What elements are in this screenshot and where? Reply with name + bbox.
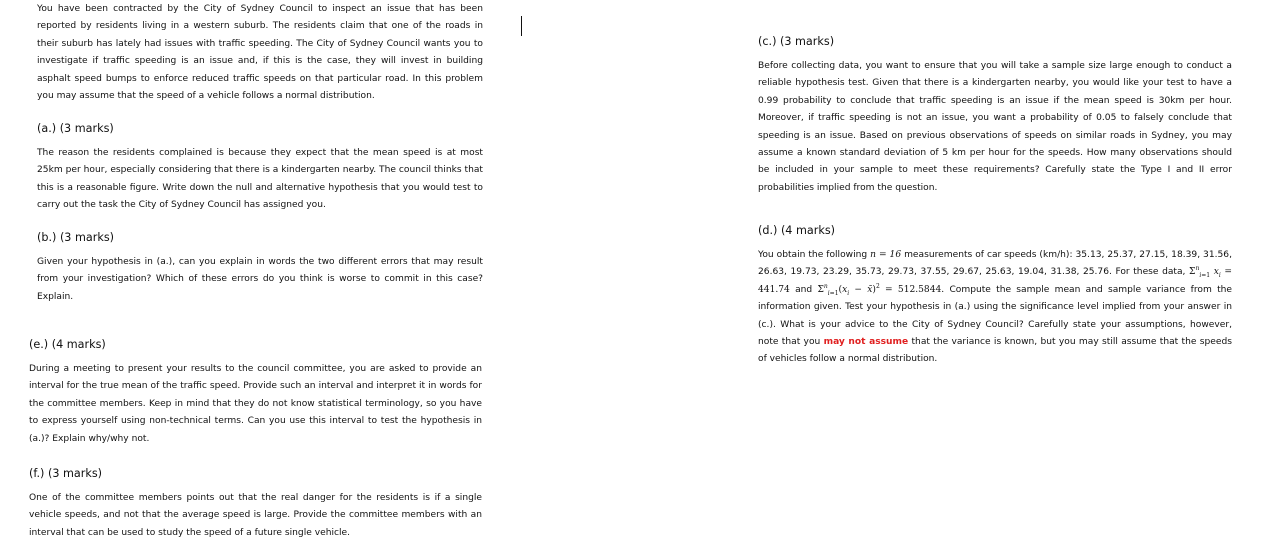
part-f-heading: (f.) (3 marks) bbox=[29, 467, 103, 480]
intro-block bbox=[37, 1, 483, 105]
text-cursor bbox=[521, 16, 522, 36]
part-d bbox=[758, 224, 1232, 369]
part-f bbox=[29, 467, 482, 542]
and-word: and bbox=[795, 284, 813, 295]
n-equation: n = 16 bbox=[870, 250, 902, 260]
part-e-heading: (e.) (4 marks) bbox=[29, 338, 106, 351]
sum-x-value: = 441.74 bbox=[758, 267, 1232, 295]
part-b-text: Given your hypothesis in (a.), can you explain in words the two different errors that may result from your investigation? Which of these errors do you think is worse to commit in this case? Explain. bbox=[37, 257, 483, 302]
part-e-text: During a meeting to present your results to the council committee, you are asked to provide an interval for the true mean of the traffic speed. Provide such an interval and interpret it in words for the committee members. Keep in mind that they do not know statistical terminology, so you have to express yourself using non-technical terms. Can you use this interval to test the hypothesis in (a.)? Explain why/why not. bbox=[29, 364, 482, 444]
part-c-heading: (c.) (3 marks) bbox=[758, 35, 835, 48]
part-e bbox=[29, 338, 482, 448]
part-a bbox=[37, 122, 483, 215]
intro-paragraph: You have been contracted by the City of Sydney Council to inspect an issue that has been reported by residents living in a western suburb. The residents claim that one of the roads in their suburb has lately had issues with traffic speeding. The City of Sydney Council wants you to investigate if traffic speeding is an issue and, if this is the case, they will invest in building asphalt speed bumps to enforce reduced traffic speeds on that particular road. In this problem you may assume that the speed of a vehicle follows a normal distribution. bbox=[37, 4, 483, 102]
sum-sq-formula: $\Sigma^n_{i=1}(x_i$ − x̄)$^2$ = 512.5844. bbox=[817, 282, 945, 297]
part-c bbox=[758, 35, 1232, 197]
part-d-heading: (d.) (4 marks) bbox=[758, 224, 836, 237]
sum-x-formula: $\Sigma^n_{i=1}$ $x_i = 441.74$ bbox=[758, 265, 1232, 295]
part-d-text bbox=[758, 247, 1232, 369]
part-d-text-3: Compute the sample mean and sample variance from the information given. Test your hypothesis in (a.) using the significance level implied from your answer in (c.). What is your advice to the City of Sydney Council? Carefully state your assumptions, however, note that you bbox=[758, 284, 1232, 348]
part-b bbox=[37, 231, 483, 306]
emphasis-text: may not assume bbox=[823, 337, 909, 348]
part-d-text-1: You obtain the following bbox=[758, 250, 868, 260]
part-a-heading: (a.) (3 marks) bbox=[37, 122, 114, 135]
part-c-text: Before collecting data, you want to ensure that you will take a sample size large enough to conduct a reliable hypothesis test. Given that there is a kindergarten nearby, you would like your test to have a 0.99 probability to conclude that traffic speeding is an issue if the mean speed is 30km per hour. Moreover, if traffic speeding is not an issue, you want a probability of 0.05 to falsely conclude that speeding is an issue. Based on previous observations of speeds on similar roads in Sydney, you may assume a known standard deviation of 5 km per hour for the speeds. How many observations should be included in your sample to meet these requirements? Carefully state the Type I and II error probabilities implied from the question. bbox=[758, 61, 1232, 193]
part-d-text-4: that the variance is known, but you may still assume that the speeds of vehicles follow a normal distribution. bbox=[758, 337, 1232, 365]
part-a-text: The reason the residents complained is because they expect that the mean speed is at most 25km per hour, especially considering that there is a kindergarten nearby. The council thinks that this is a reasonable figure. Write down the null and alternative hypothesis that you would test to carry out the task the City of Sydney Council has assigned you. bbox=[37, 148, 483, 211]
sum-sq-value: = 512.5844. bbox=[885, 284, 945, 295]
part-d-text-2: measurements of car speeds (km/h): 35.13, 25.37, 27.15, 18.39, 31.56, 26.63, 19.73, 23.29, 35.73, 29.73, 37.55, 29.67, 25.63, 19.04, 31.38, 25.76. For these data, bbox=[758, 250, 1232, 278]
part-b-heading: (b.) (3 marks) bbox=[37, 231, 115, 244]
part-f-text: One of the committee members points out that the real danger for the residents is if a single vehicle speeds, and not that the average speed is large. Provide the committee members with an interval that can be used to study the speed of a future single vehicle. bbox=[29, 493, 482, 538]
